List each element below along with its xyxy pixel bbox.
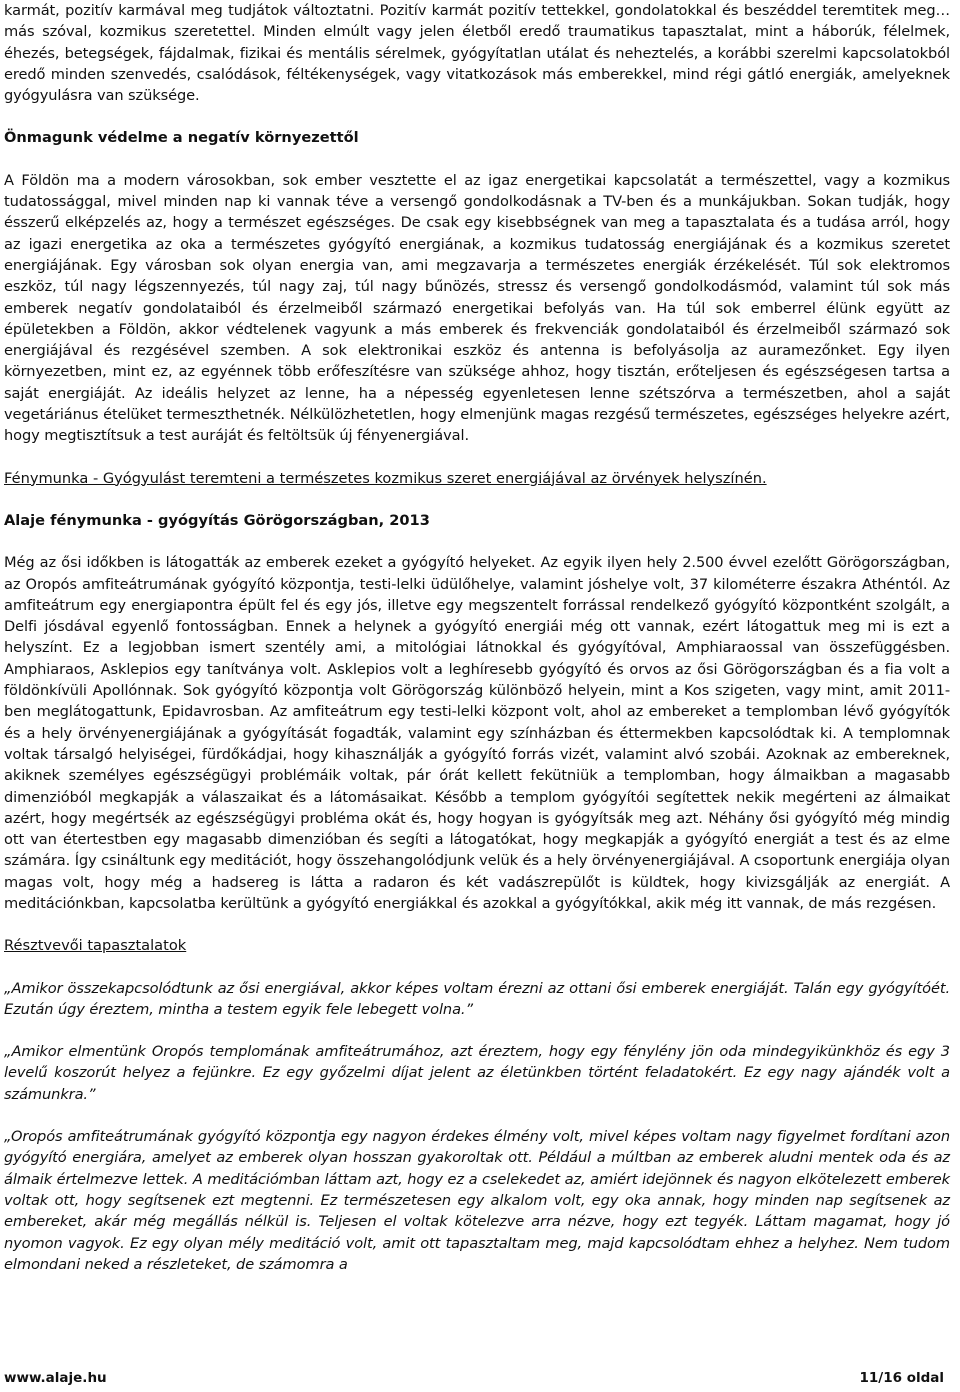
footer-page-number: 11/16 oldal (859, 1370, 944, 1386)
footer-site[interactable]: www.alaje.hu (4, 1370, 107, 1386)
quote-1: „Amikor összekapcsolódtunk az ősi energiával, akkor képes voltam érezni az ottani ősi emberek energiáját. Talán egy gyógyítóét. Ezután úgy éreztem, mintha a testem egyik fele lebegett volna.” (4, 979, 950, 1018)
section-heading-greece: Alaje fénymunka - gyógyítás Görögországban, 2013 (4, 511, 430, 529)
quote-2: „Amikor elmentünk Oropós templomának amfiteátrumához, azt éreztem, hogy egy fénylény jön oda mindegyikünkhöz és egy 3 levelű koszorút helyez a fejünkre. Ez egy győzelmi díjat jelent az életünkben történt feladatokért. Ez egy nagy ajándék volt a számunkra.” (4, 1043, 950, 1103)
intro-paragraph: karmát, pozitív karmával meg tudjátok változtatni. Pozitív karmát pozitív tettekkel, gondolatokkal és beszéddel teremtitek meg… más szóval, kozmikus szeretettel. Minden elmúlt vagy jelen életből eredő traumatikus tapasztalat, mint a háborúk, félelmek, éhezés, betegségek, fájdalmak, fizikai és mentális sérelmek, gyógyítatlan utálat és neheztelés, a korábbi szerelmi kapcsolatokból eredő minden szenvedés, csalódások, féltékenységek, vagy vitatkozások más emberekkel, mind régi gátló energiák, amelyeknek gyógyulásra van szüksége. (4, 2, 950, 105)
section-body-greece: Még az ősi időkben is látogatták az emberek ezeket a gyógyító helyeket. Az egyik ilyen hely 2.500 évvel ezelőtt Görögországban, az Oropós amfiteátrumának gyógyító központja, testi-lelki üdülőhelye, valamint jóshelye volt, 37 kilométerre északra Athéntól. Az amfiteátrum egy energiapontra épült fel és egy jós, illetve egy megszentelt forrással rendelkező gyógyító központként szolgált, a Delfi jósdával egyenlő fontosságban. Ennek a helynek a gyógyító energiái még ott vannak, ezért látogattuk meg mi is ezt a helyszínt. Ez a legjobban ismert szentély ami, a mitológiai látnokkal és gyógyítóval, Amphiaraossal van összefüggésben. Amphiaraos, Asklepios egy tanítványa volt. Asklepios volt a leghíresebb gyógyító és orvos az ősi Görögországban és a fia volt a földönkívüli Apollónnak. Sok gyógyító központja volt Görögország különböző helyein, mint a Kos szigeten, vagy mint, amit 2011-ben meglátogattunk, Epidavrosban. Az amfiteátrum egy testi-lelki központ volt, ahol az embereket a templomban lévő gyógyítók és a hely örvényenergiájának a gyógyítását fogadták, valamint egy színházban és éttermekben kapcsolódtak ki. A templomnak voltak társalgó helyiségei, fürdőkádjai, hogy kihasználják a gyógyító forrás vizét, valamint alvó szobái. Azoknak az embereknek, akiknek személyes egészségügyi problémáik voltak, pár órát kellett fekütniük a templomban, hogy álmaikban a magasabb dimenzióból megkapják a válaszaikat és a látomásaikat. Később a templom gyógyítói segítettek nekik megérteni az álmaikat azért, hogy megértsék az egészségügyi probléma okát és, hogy hogyan is gyógyítsák meg azt. Néhány ősi gyógyító még mindig ott van étertestben egy magasabb dimenzióban és segíti a látogatókat, hogy megkapják a gyógyító energiát a test és az elme számára. Így csináltunk egy meditációt, hogy összehangolódjunk velük és a hely örvényenergiájával. A csoportunk energiája olyan magas volt, hogy még a hadsereg is látta a radaron és két vadászrepülőt is küldtek, hogy kivizsgálják az energiát. A meditációnkban, kapcsolatba kerültünk a gyógyító energiákkal és azokkal a gyógyítókkal, akik még itt vannak, de más rezgésen. (4, 554, 950, 912)
section-body-protection: A Földön ma a modern városokban, sok ember vesztette el az igaz energetikai kapcsolatát a természettel, vagy a kozmikus tudatossággal, mivel minden nap ki vannak téve a versengő gondolkodásnak a TV-ben és a munkájukban. Sokan tudják, hogy ésszerű elképzelés az, hogy a természet egészséges. De csak egy kisebbségnek van meg a tapasztalata és a tudása arról, hogy az igazi energetika az oka a természetes gyógyító energiának, a kozmikus tudatosság energiájának és a kozmikus szeretet energiájának. Egy városban sok olyan energia van, ami megzavarja a természetes energiák érzékelését. Túl sok elektromos eszköz, túl nagy légszennyezés, túl nagy zaj, túl nagy bűnözés, stressz és versengő gondolkodásmód, valamint túl sok más emberek negatív gondolataiból és érzelmeiből származó energetikai befolyás van. Ha túl sok emberrel élünk együtt az épületekben a Földön, akkor védtelenek vagyunk a más emberek és frekvenciák gondolataiból és érzelmeiből származó sok energiájával és rezgésével szemben. A sok elektronikai eszköz és antenna is befolyásolja az auramezőnket. Egy ilyen környezetben, mint ez, az egyénnek több erőfeszítésre van szüksége ahhoz, hogy tisztán, erőteljesen és egészségesen tartsa a saját energiáját. Az ideális helyzet az lenne, ha a népesség egyenletesen lenne szétszórva a természetben, ahol a saját vegetáriánus ételüket termeszthetnék. Nélkülözhetetlen, hogy elmenjünk magas rezgésű természetes, egészséges helyekre azért, hogy megtisztítsuk a test auráját és feltöltsük új fényenergiával. (4, 171, 950, 445)
page-footer (4, 1370, 944, 1386)
participant-experiences-heading[interactable]: Résztvevői tapasztalatok (4, 937, 187, 955)
quote-3: „Oropós amfiteátrumának gyógyító központja egy nagyon érdekes élmény volt, mivel képes voltam nagy figyelmet fordítani azon gyógyító energiára, amelyet az emberek olyan hosszan gyakoroltak ott. Például a múltban az emberek aludni mentek oda és az álmaik értelmezve lettek. A meditációmban láttam azt, hogy ez a cselekedet az, amiért idejönnek és nagyon elkötelezett emberek voltak ott, hogy segítsenek ezt megtenni. Ez természetesen egy alkalom volt, egy oka annak, hogy minden nap segítsenek az embereket, akár még megállás nélkül is. Teljesen el voltak kötelezve arra nézve, hogy ezt tegyék. Láttam magamat, hogy jó nyomon vagyok. Ez egy olyan mély meditáció volt, amit ott tapasztaltam meg, majd kapcsolódtam ehhez a helyhez. Nem tudom elmondani neked a részleteket, de számomra a (4, 1128, 950, 1273)
document-page (4, 0, 950, 1392)
lightwork-link[interactable]: Fénymunka - Gyógyulást teremteni a természetes kozmikus szeret energiájával az örvények helyszínén. (4, 469, 767, 487)
section-heading-protection: Önmagunk védelme a negatív környezettől (4, 129, 359, 147)
